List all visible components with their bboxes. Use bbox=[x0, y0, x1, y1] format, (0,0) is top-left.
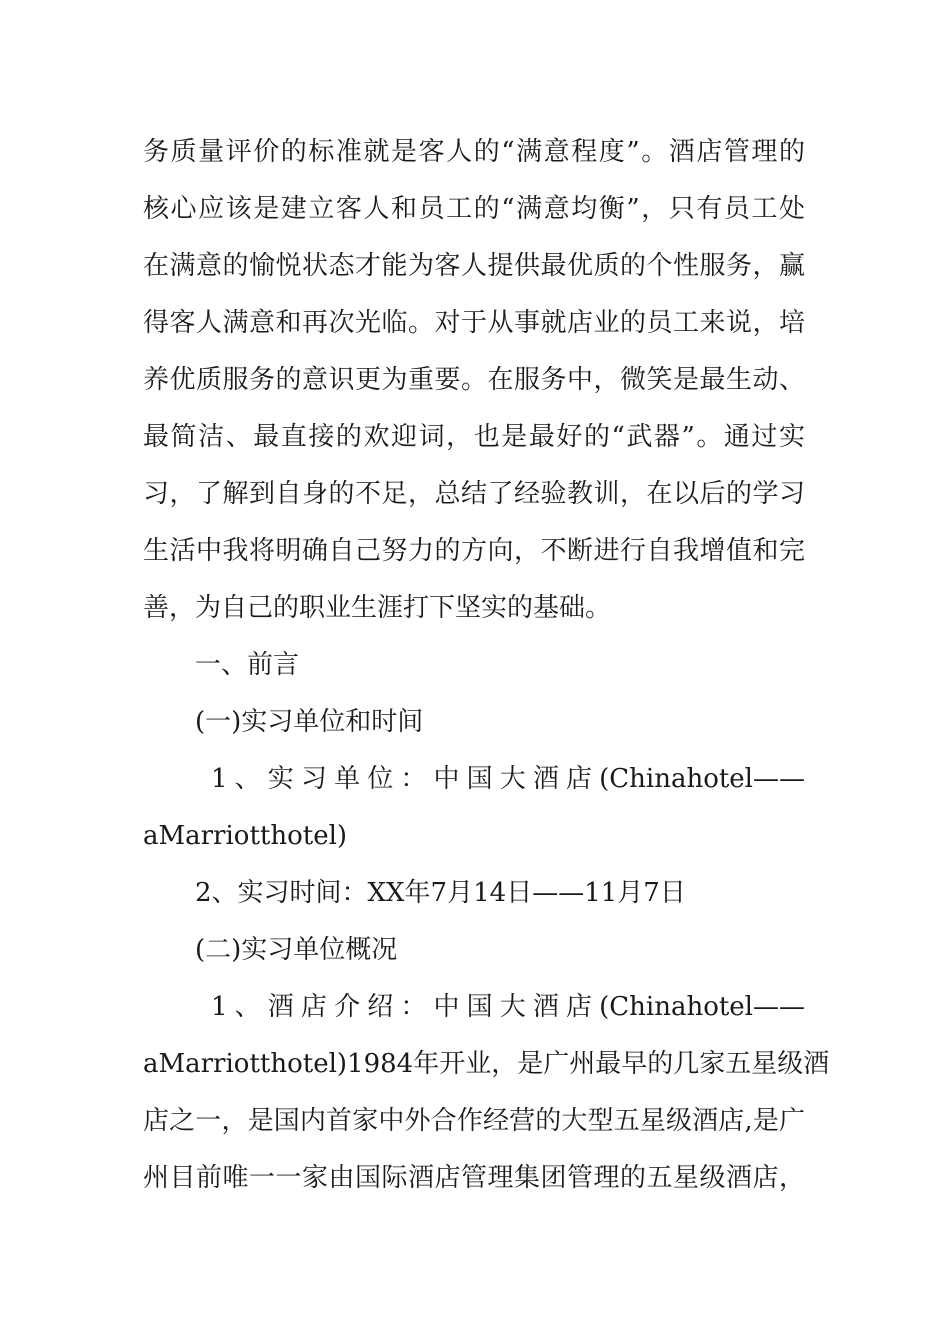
subsection-heading: (二)实习单位概况 bbox=[195, 935, 398, 965]
list-item-line: 州目前唯一一家由国际酒店管理集团管理的五星级酒店， bbox=[143, 1163, 805, 1193]
list-item-line: 1、酒店介绍：中国大酒店(Chinahotel—— bbox=[211, 992, 805, 1022]
section-heading: 一、前言 bbox=[195, 650, 300, 680]
paragraph-line: 务质量评价的标准就是客人的“满意程度”。酒店管理的 bbox=[143, 137, 805, 167]
list-item-line: aMarriotthotel)1984年开业，是广州最早的几家五星级酒 bbox=[143, 1049, 830, 1079]
paragraph-line: 最简洁、最直接的欢迎词，也是最好的“武器”。通过实 bbox=[143, 422, 805, 452]
list-item-line: 2、实习时间：XX年7月14日——11月7日 bbox=[195, 878, 686, 908]
paragraph-line: 得客人满意和再次光临。对于从事就店业的员工来说，培 bbox=[143, 308, 805, 338]
paragraph-line: 习，了解到自身的不足，总结了经验教训，在以后的学习 bbox=[143, 479, 805, 509]
paragraph-line: 善，为自己的职业生涯打下坚实的基础。 bbox=[143, 593, 612, 623]
list-item-line: 店之一，是国内首家中外合作经营的大型五星级酒店,是广 bbox=[143, 1106, 805, 1136]
subsection-heading: (一)实习单位和时间 bbox=[195, 707, 424, 737]
list-item-line: 1、实习单位：中国大酒店(Chinahotel—— bbox=[211, 764, 805, 794]
paragraph-line: 生活中我将明确自己努力的方向，不断进行自我增值和完 bbox=[143, 536, 805, 566]
paragraph-line: 养优质服务的意识更为重要。在服务中，微笑是最生动、 bbox=[143, 365, 805, 395]
paragraph-line: 在满意的愉悦状态才能为客人提供最优质的个性服务，赢 bbox=[143, 251, 805, 281]
document-body bbox=[143, 124, 830, 1207]
paragraph-line: 核心应该是建立客人和员工的“满意均衡”，只有员工处 bbox=[143, 194, 805, 224]
list-item-line: aMarriotthotel) bbox=[143, 821, 348, 851]
